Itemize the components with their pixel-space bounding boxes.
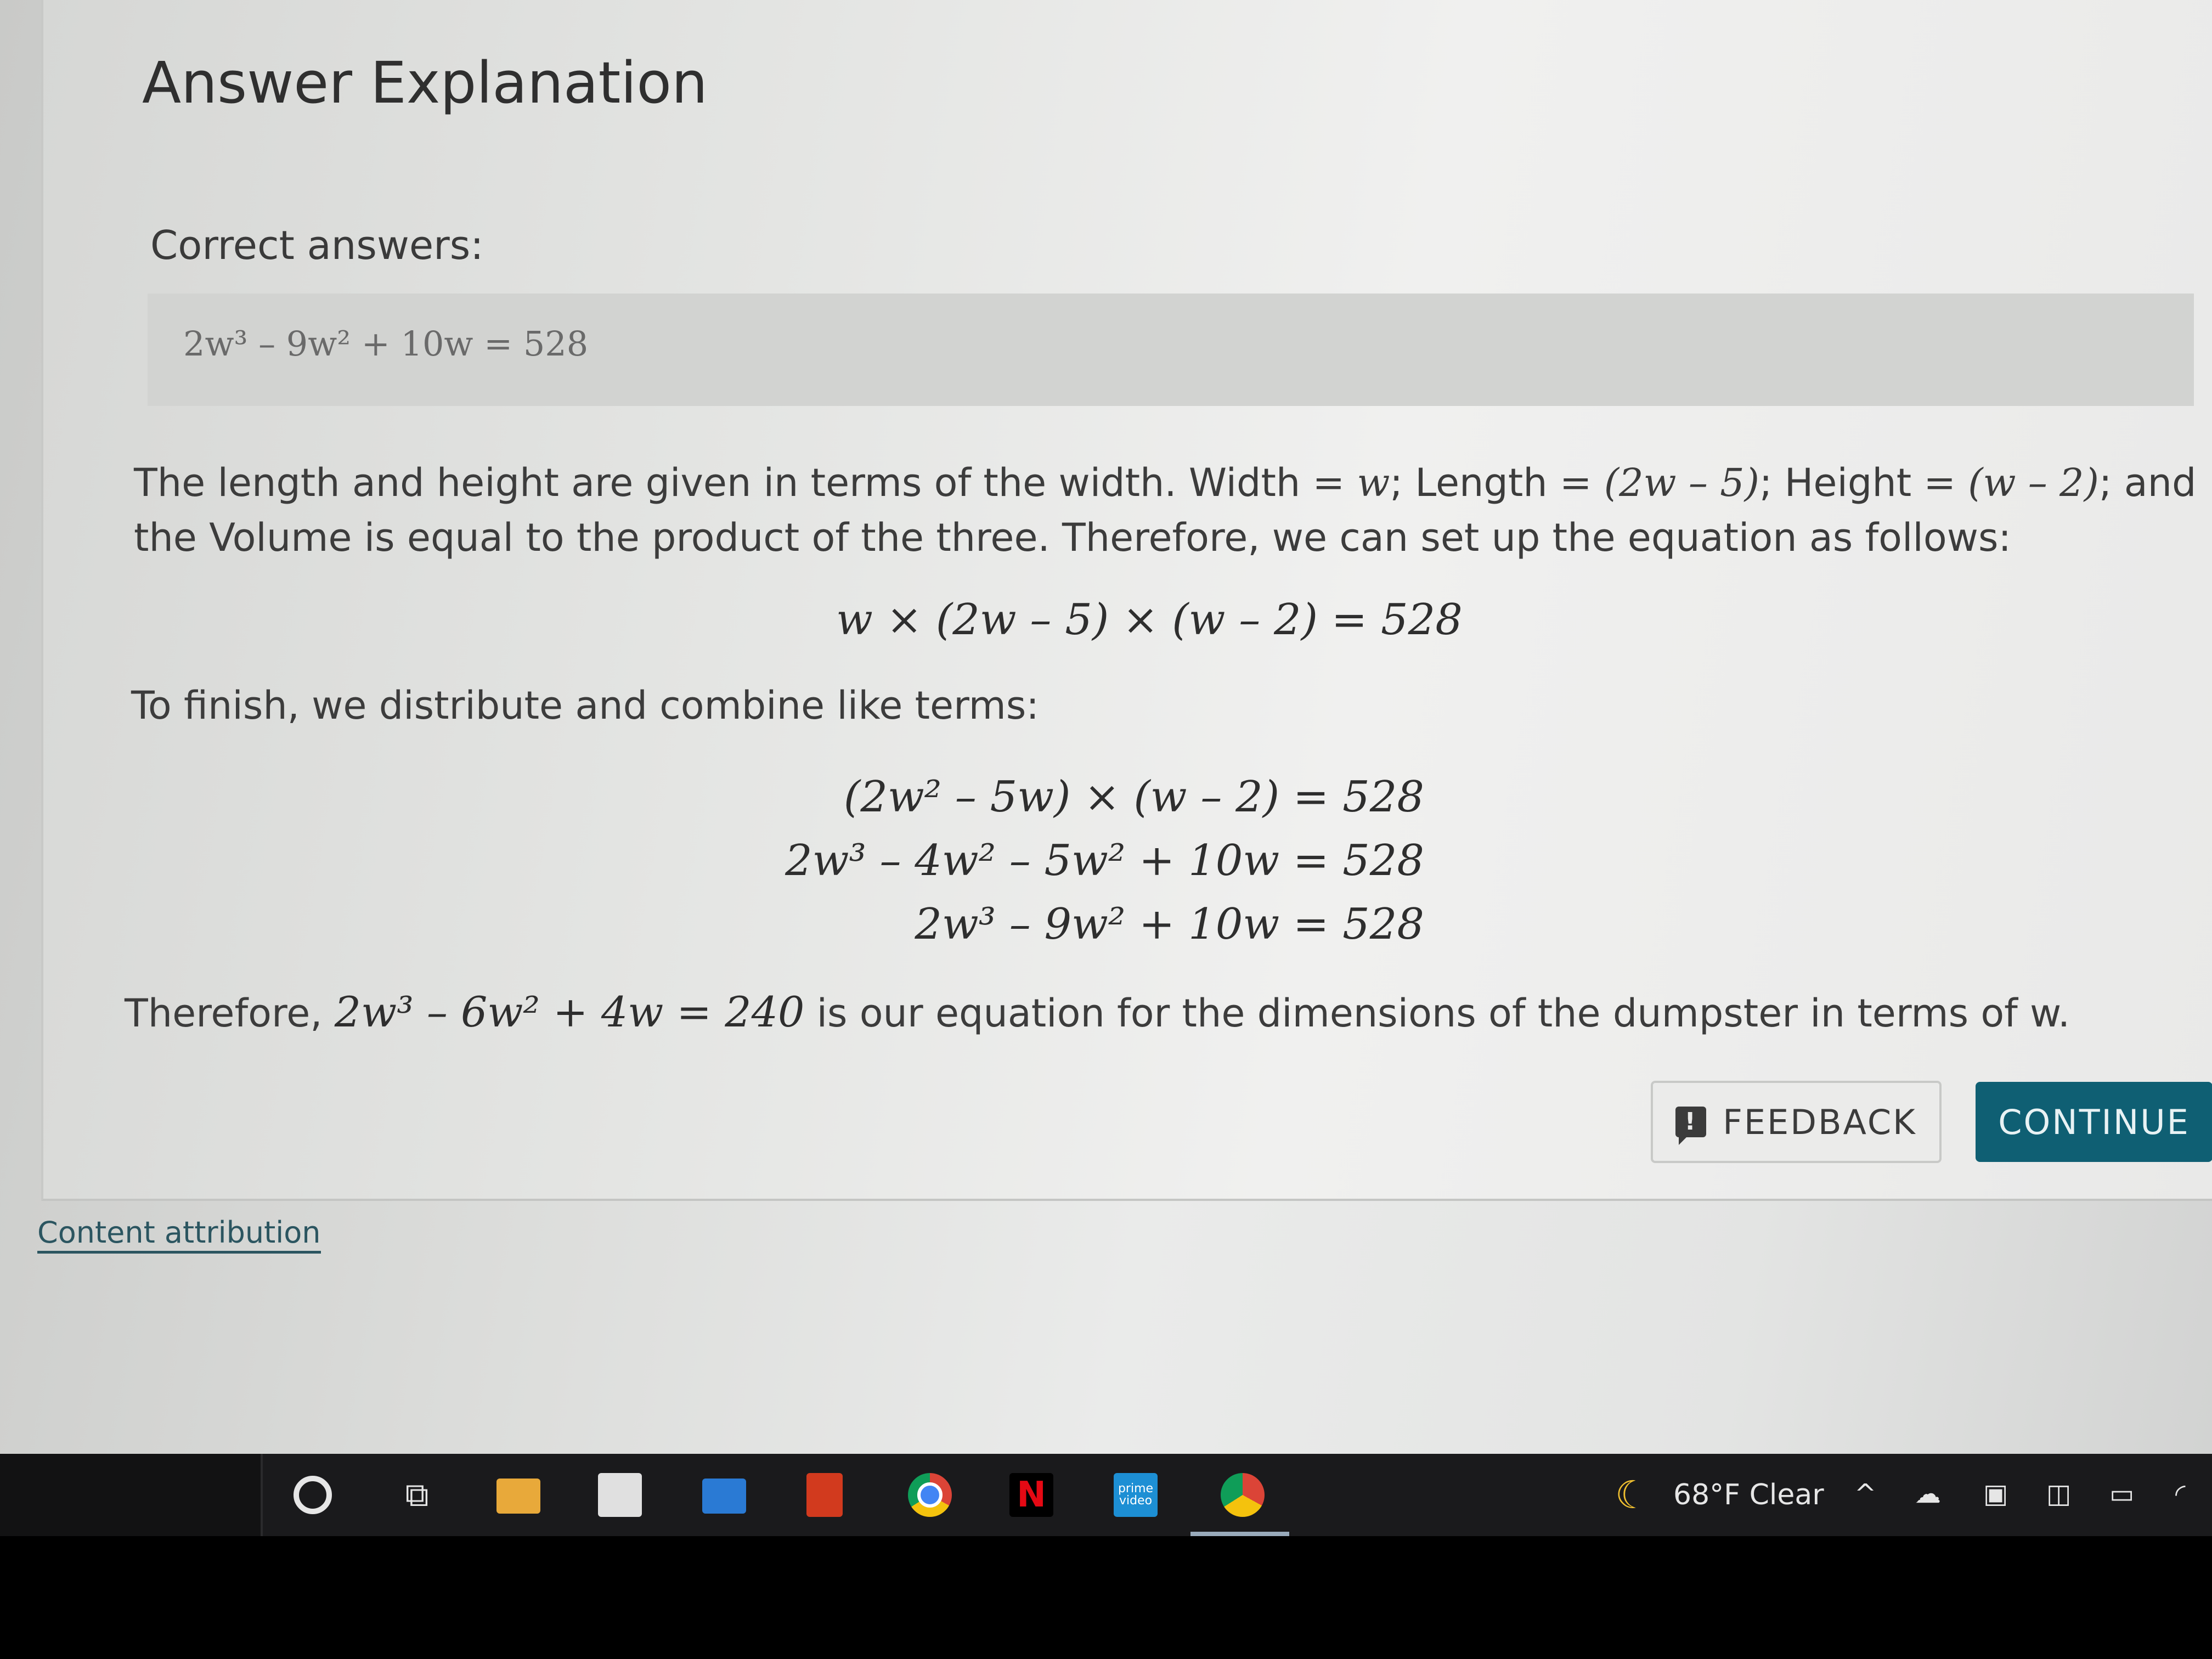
onedrive-icon[interactable]: ☁ — [1915, 1479, 1941, 1509]
explanation-text: ; Length — [1390, 460, 1560, 505]
wifi-icon[interactable]: ◜ — [2175, 1479, 2186, 1509]
conclusion-prefix: Therefore, — [125, 991, 335, 1036]
file-explorer-icon[interactable] — [496, 1479, 540, 1514]
conclusion-suffix: is our equation for the dimensions of the dumpster in terms of w. — [804, 991, 2070, 1036]
task-view-icon[interactable]: ⧉ — [405, 1476, 429, 1514]
mail-icon[interactable] — [702, 1479, 746, 1514]
explanation-paragraph — [134, 455, 2197, 565]
camera-icon[interactable]: ▣ — [1983, 1479, 2008, 1509]
feedback-icon: ! — [1675, 1107, 1706, 1137]
netflix-icon[interactable]: N — [1009, 1473, 1053, 1517]
conclusion-equation: 2w³ – 6w² + 4w = 240 — [334, 988, 805, 1036]
distribution-steps — [785, 765, 1424, 956]
network-icon[interactable]: ◫ — [2046, 1479, 2072, 1509]
content-attribution-link[interactable]: Content attribution — [37, 1215, 321, 1254]
correct-answer-box — [148, 294, 2194, 406]
prime-video-icon[interactable]: prime video — [1114, 1473, 1158, 1517]
moon-icon: ☾ — [1615, 1472, 1650, 1517]
active-app-indicator — [1190, 1532, 1289, 1536]
weather-widget[interactable]: 68°F Clear — [1673, 1479, 1824, 1511]
chrome-profile-icon[interactable] — [1221, 1473, 1265, 1517]
explanation-text: The length and height are given in terms of the width. Width — [134, 460, 1313, 505]
store-icon[interactable] — [598, 1473, 642, 1517]
conclusion-text — [125, 988, 2070, 1036]
continue-button[interactable]: CONTINUE — [1976, 1082, 2212, 1162]
correct-answers-label: Correct answers: — [150, 222, 484, 268]
finish-text: To finish, we distribute and combine like terms: — [131, 683, 1039, 728]
step-equation: 2w³ – 9w² + 10w = 528 — [915, 900, 1424, 949]
explanation-text: ; and the Volume is equal to the product of the three. Therefore, we can set up the equation as follows: — [134, 460, 2197, 560]
step-equation: 2w³ – 4w² – 5w² + 10w = 528 — [785, 836, 1424, 885]
correct-answer-equation: 2w³ – 9w² + 10w = 528 — [183, 324, 589, 364]
volume-equation: w × (2w – 5) × (w – 2) = 528 — [836, 595, 1463, 645]
taskbar-search-area[interactable] — [0, 1454, 263, 1536]
office-icon[interactable] — [806, 1473, 843, 1517]
chrome-icon[interactable] — [908, 1473, 952, 1517]
length-expression: = (2w – 5) — [1559, 460, 1759, 505]
page-title: Answer Explanation — [142, 49, 708, 116]
step-equation: (2w² – 5w) × (w – 2) = 528 — [843, 772, 1424, 822]
answer-explanation-card — [41, 0, 2212, 1201]
height-expression: = (w – 2) — [1923, 460, 2099, 505]
width-expression: = w — [1312, 460, 1390, 505]
explanation-text: ; Height — [1759, 460, 1924, 505]
windows-taskbar — [0, 1454, 2212, 1536]
feedback-button[interactable] — [1651, 1081, 1942, 1163]
feedback-label: FEEDBACK — [1723, 1102, 1917, 1142]
chevron-up-icon[interactable]: ^ — [1854, 1479, 1877, 1509]
battery-icon[interactable]: ▭ — [2109, 1479, 2135, 1509]
cortana-icon[interactable] — [294, 1476, 332, 1514]
